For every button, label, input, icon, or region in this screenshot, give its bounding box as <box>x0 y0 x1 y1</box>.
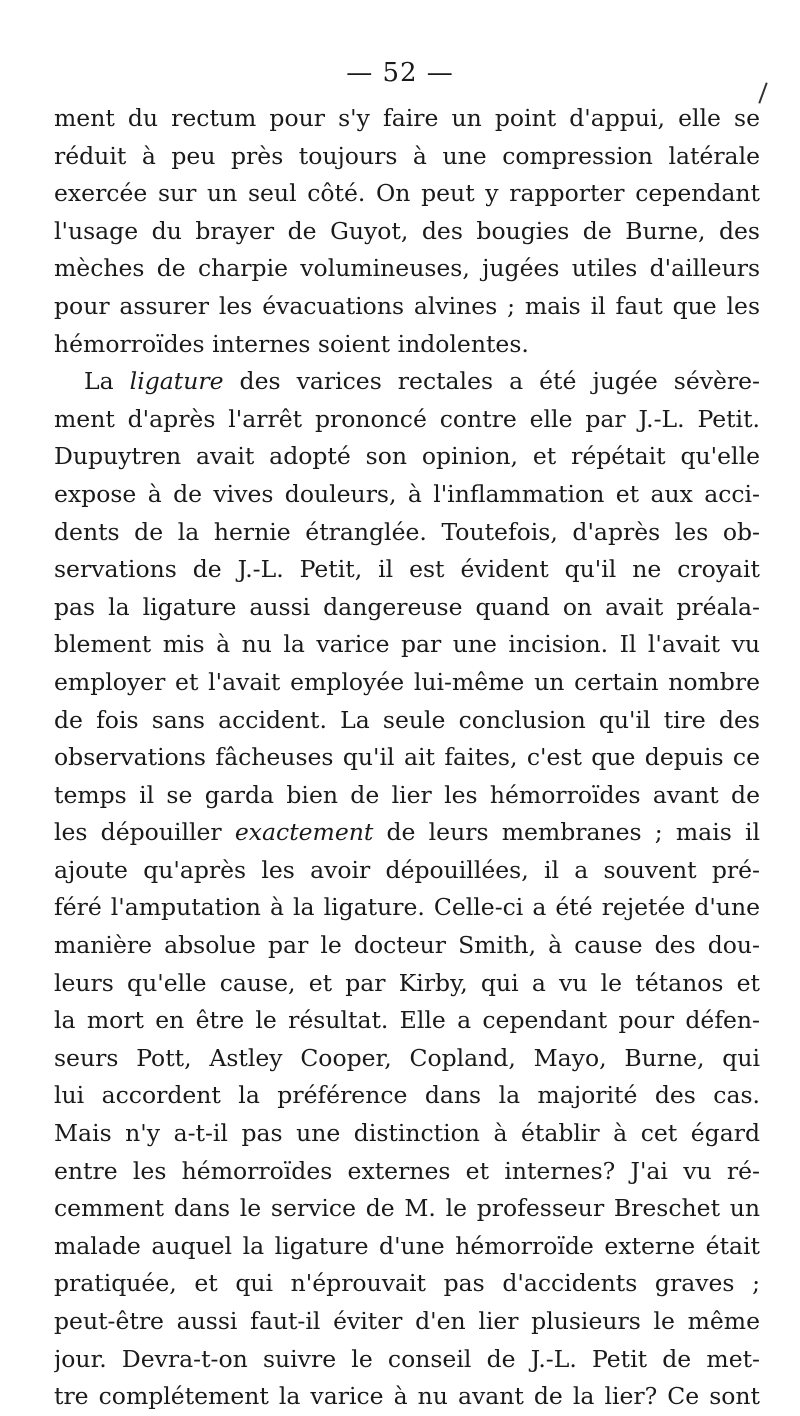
emphasis-exactement: exactement <box>234 818 374 847</box>
text-line: pratiquée, et qui n'éprouvait pas d'accidents graves ; <box>54 1269 760 1298</box>
text-line: temps il se garda bien de lier les hémorroïdes avant de <box>54 780 760 809</box>
text-line: ment du rectum pour s'y faire un point d'appui, elle se <box>54 104 760 132</box>
text-line: employer et l'avait employée lui-même un certain nombre <box>54 667 760 696</box>
text-line: expose à de vives douleurs, à l'inflammation et aux acci- <box>54 479 760 508</box>
emphasis-ligature: ligature <box>129 367 224 396</box>
text-line: mèches de charpie volumineuses, jugées utiles d'ailleurs <box>54 254 760 283</box>
text-line: pour assurer les évacuations alvines ; mais il faut que les <box>54 291 760 320</box>
text-line: l'usage du brayer de Guyot, des bougies de Burne, des <box>54 216 760 245</box>
text-line: tre complétement la varice à nu avant de la lier? Ce sont <box>54 1382 760 1411</box>
text-line: Mais n'y a-t-il pas une distinction à établir à cet égard <box>54 1119 760 1148</box>
text-line: blement mis à nu la varice par une incision. Il l'avait vu <box>54 630 760 659</box>
text-line: la mort en être le résultat. Elle a cependant pour défen- <box>54 1006 760 1035</box>
body-text <box>54 100 760 1416</box>
page-number: — 52 — <box>346 58 454 88</box>
text-line: observations fâcheuses qu'il ait faites, c'est que depuis ce <box>54 743 760 772</box>
text-fragment: de leurs membranes ; mais il <box>373 818 760 847</box>
text-line: féré l'amputation à la ligature. Celle-ci a été rejetée d'une <box>54 893 760 922</box>
text-line: de fois sans accident. La seule conclusion qu'il tire des <box>54 705 760 734</box>
text-line: cemment dans le service de M. le professeur Breschet un <box>54 1194 760 1223</box>
text-line: lui accordent la préférence dans la majorité des cas. <box>54 1081 760 1110</box>
text-line: malade auquel la ligature d'une hémorroïde externe était <box>54 1231 760 1260</box>
text-fragment: La <box>84 367 130 396</box>
text-line: leurs qu'elle cause, et par Kirby, qui a vu le tétanos et <box>54 968 760 997</box>
text-line: Dupuytren avait adopté son opinion, et répétait qu'elle <box>54 442 760 471</box>
text-line: manière absolue par le docteur Smith, à cause des dou- <box>54 931 760 960</box>
text-line: jour. Devra-t-on suivre le conseil de J.-L. Petit de met- <box>54 1344 760 1373</box>
text-line: entre les hémorroïdes externes et internes? J'ai vu ré- <box>54 1156 760 1185</box>
text-line: servations de J.-L. Petit, il est évident qu'il ne croyait <box>54 555 760 584</box>
text-line: ajoute qu'après les avoir dépouillées, il a souvent pré- <box>54 855 760 884</box>
text-line: seurs Pott, Astley Cooper, Copland, Mayo, Burne, qui <box>54 1043 760 1072</box>
text-fragment: les dépouiller <box>54 818 235 847</box>
text-line <box>54 363 760 401</box>
text-fragment: des varices rectales a été jugée sévère- <box>223 367 760 396</box>
text-line: hémorroïdes internes soient indolentes. <box>54 329 529 358</box>
text-line: réduit à peu près toujours à une compression latérale <box>54 141 760 170</box>
text-line: dents de la hernie étranglée. Toutefois, d'après les ob- <box>54 517 760 546</box>
text-line <box>54 814 760 852</box>
text-line: exercée sur un seul côté. On peut y rapporter cependant <box>54 179 760 208</box>
text-line: pas la ligature aussi dangereuse quand on avait préala- <box>54 592 760 621</box>
text-line: peut-être aussi faut-il éviter d'en lier plusieurs le même <box>54 1307 760 1335</box>
text-line: ment d'après l'arrêt prononcé contre elle par J.-L. Petit. <box>54 404 760 433</box>
